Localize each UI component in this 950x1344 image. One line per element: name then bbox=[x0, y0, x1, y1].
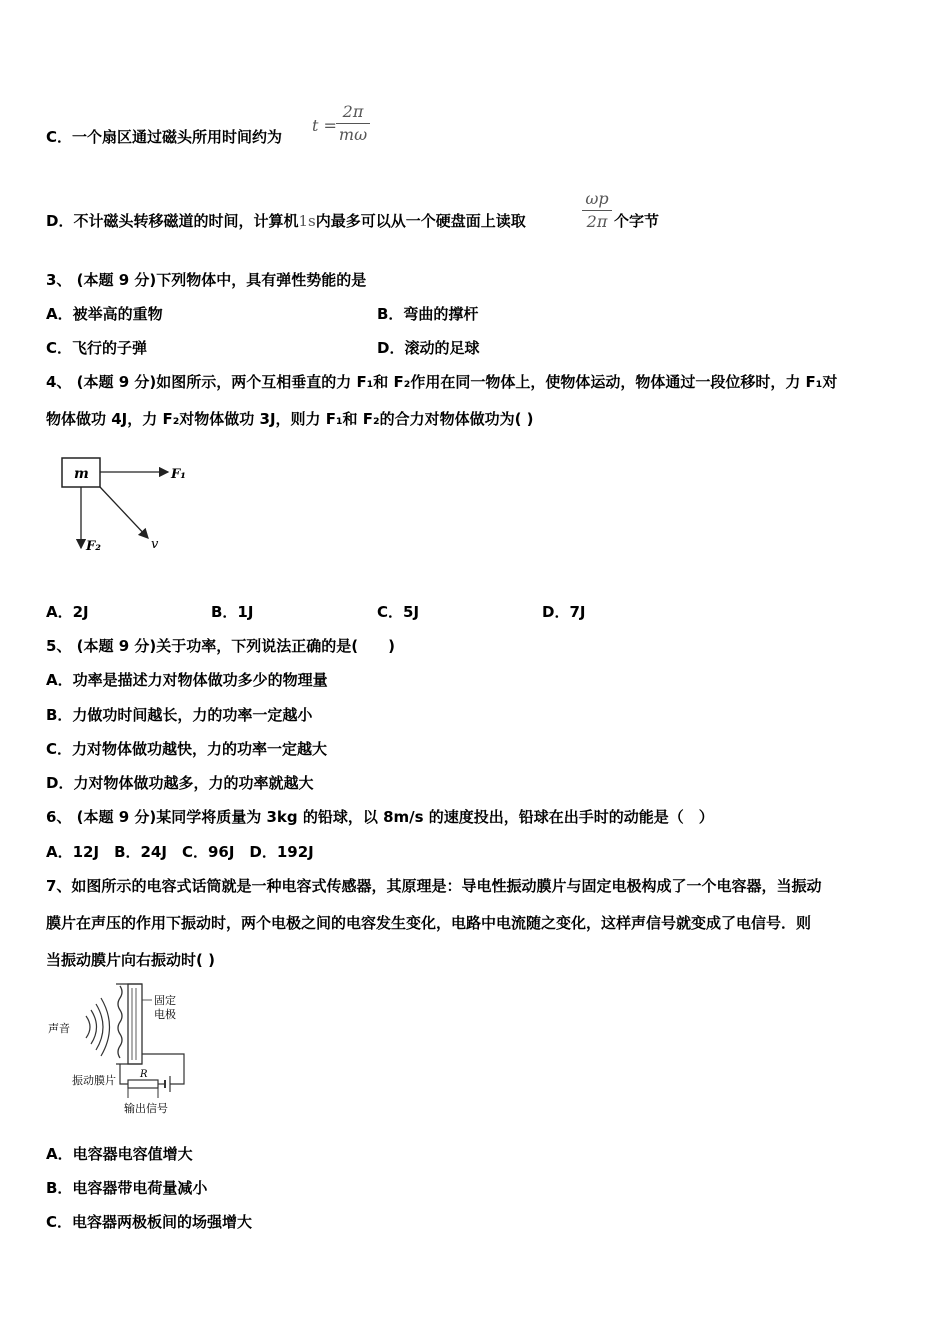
fraction-numerator: 2π bbox=[342, 102, 364, 121]
q6-options: A．12J B．24J C．96J D．192J bbox=[46, 843, 314, 861]
q5-option-a: A．功率是描述力对物体做功多少的物理量 bbox=[46, 671, 328, 689]
resistor-label: R bbox=[140, 1069, 148, 1080]
q7-option-a: A．电容器电容值增大 bbox=[46, 1145, 193, 1163]
q5-option-c: C．力对物体做功越快，力的功率一定越大 bbox=[46, 740, 328, 758]
q7-option-c: C．电容器两极板间的场强增大 bbox=[46, 1213, 253, 1231]
fraction-numerator: ωp bbox=[585, 189, 609, 208]
q5-option-b: B．力做功时间越长，力的功率一定越小 bbox=[46, 706, 313, 724]
q3-option-b: B．弯曲的撑杆 bbox=[377, 305, 479, 323]
fraction-denominator: mω bbox=[338, 125, 368, 144]
f1-label: F₁ bbox=[171, 467, 186, 482]
q4-option-d: D．7J bbox=[542, 603, 586, 621]
q3-option-d: D．滚动的足球 bbox=[377, 339, 480, 357]
formula-lhs: t = bbox=[312, 116, 337, 135]
option-label: C． bbox=[46, 128, 73, 146]
membrane-plate bbox=[118, 986, 122, 1058]
formula-fraction-d bbox=[582, 189, 612, 232]
velocity-label: v bbox=[151, 537, 159, 552]
option-text-before: 不计磁头转移磁道的时间，计算机 bbox=[73, 212, 299, 230]
q3-stem: 3、 (本题 9 分)下列物体中，具有弹性势能的是 bbox=[46, 271, 367, 289]
velocity-arrow bbox=[100, 487, 148, 538]
sound-waves bbox=[86, 998, 110, 1056]
fixed-electrode bbox=[128, 984, 142, 1064]
fixed-electrode-label-1: 固定 bbox=[154, 994, 176, 1007]
q7-stem-line1: 7、如图所示的电容式话筒就是一种电容式传感器，其原理是：导电性振动膜片与固定电极构成了一个电容器，当振动 bbox=[46, 877, 822, 895]
q4-option-c: C．5J bbox=[377, 603, 420, 621]
q4-stem-line2: 物体做功 4J，力 F₂对物体做功 3J，则力 F₁和 F₂的合力对物体做功为( ) bbox=[46, 410, 534, 428]
q4-option-a: A．2J bbox=[46, 603, 89, 621]
resistor bbox=[128, 1080, 158, 1088]
option-text-middle: 内最多可以从一个硬盘面上读取 bbox=[315, 212, 526, 230]
q7-stem-line2: 膜片在声压的作用下振动时，两个电极之间的电容发生变化，电路中电流随之变化，这样声信号就变成了电信号．则 bbox=[46, 914, 812, 932]
membrane-label: 振动膜片 bbox=[72, 1074, 116, 1087]
circuit-wire-left bbox=[120, 1064, 128, 1084]
sound-label: 声音 bbox=[48, 1022, 70, 1035]
fraction-denominator: 2π bbox=[586, 212, 608, 231]
mass-label: m bbox=[74, 466, 89, 482]
q7-stem-line3: 当振动膜片向右振动时( ) bbox=[46, 951, 215, 969]
q2-option-d bbox=[46, 211, 526, 231]
fraction-bar bbox=[582, 210, 612, 211]
microphone-diagram bbox=[46, 980, 206, 1120]
fraction-bar bbox=[336, 123, 370, 124]
f2-label: F₂ bbox=[86, 539, 101, 554]
q6-stem: 6、 (本题 9 分)某同学将质量为 3kg 的铅球，以 8m/s 的速度投出，铅球在出手时的动能是（ ） bbox=[46, 808, 714, 826]
option-text-after: 个字节 bbox=[614, 212, 660, 230]
q3-option-c: C．飞行的子弹 bbox=[46, 339, 148, 357]
q3-option-a: A．被举高的重物 bbox=[46, 305, 163, 323]
option-label: D． bbox=[46, 212, 74, 230]
q4-stem-line1: 4、 (本题 9 分)如图所示，两个互相垂直的力 F₁和 F₂作用在同一物体上，使物体运动，物体通过一段位移时，力 F₁对 bbox=[46, 373, 838, 391]
fixed-electrode-label-2: 电极 bbox=[154, 1008, 176, 1021]
formula-fraction-c bbox=[336, 102, 370, 145]
q2-option-c bbox=[46, 127, 282, 147]
force-diagram bbox=[52, 448, 202, 560]
option-text: 一个扇区通过磁头所用时间约为 bbox=[72, 128, 283, 146]
unit-1s: 1s bbox=[298, 212, 316, 230]
output-signal-label: 输出信号 bbox=[124, 1102, 168, 1115]
q5-stem: 5、 (本题 9 分)关于功率，下列说法正确的是( ) bbox=[46, 637, 395, 655]
q4-option-b: B．1J bbox=[211, 603, 254, 621]
q5-option-d: D．力对物体做功越多，力的功率就越大 bbox=[46, 774, 314, 792]
q7-option-b: B．电容器带电荷量减小 bbox=[46, 1179, 208, 1197]
